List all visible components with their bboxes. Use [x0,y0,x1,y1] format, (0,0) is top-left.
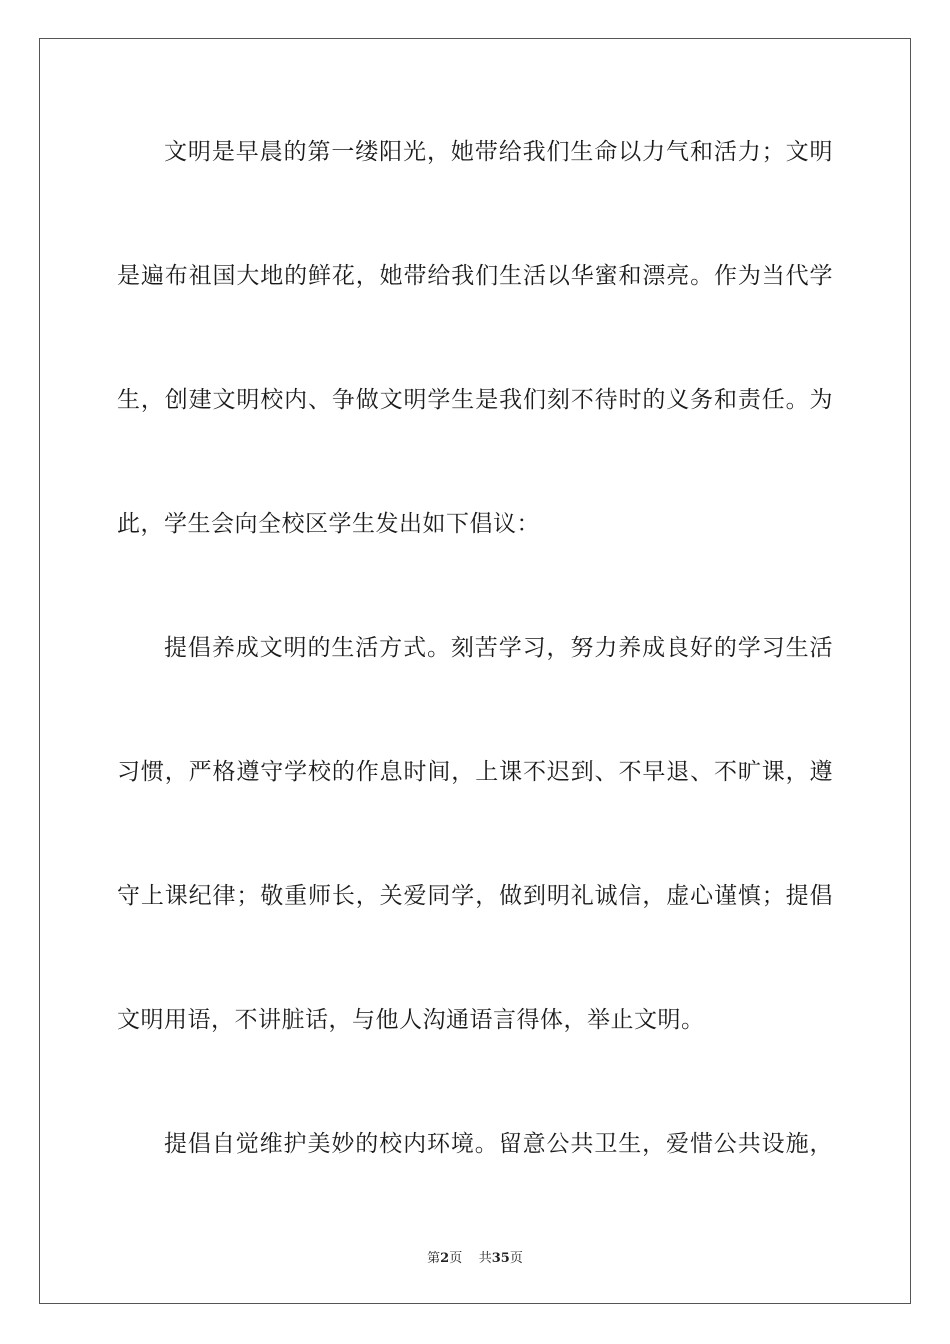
paragraph-line-5: 提倡养成文明的生活方式。刻苦学习，努力养成良好的学习生活 [164,635,833,661]
page-suffix: 页 [449,1251,463,1266]
total-prefix: 共 [478,1251,492,1266]
page-border [39,38,911,1304]
total-pages: 35 [491,1251,510,1266]
paragraph-line-3: 生，创建文明校内、争做文明学生是我们刻不待时的义务和责任。为 [117,387,833,413]
paragraph-line-8: 文明用语，不讲脏话，与他人沟通语言得体，举止文明。 [117,1007,705,1033]
paragraph-line-6: 习惯，严格遵守学校的作息时间，上课不迟到、不早退、不旷课，遵 [117,759,833,785]
paragraph-line-7: 守上课纪律；敬重师长，关爱同学，做到明礼诚信，虚心谨慎；提倡 [117,883,833,909]
page-prefix: 第 [427,1251,441,1266]
paragraph-line-4: 此，学生会向全校区学生发出如下倡议： [117,511,540,537]
total-suffix: 页 [509,1251,523,1266]
page-number: 2 [440,1251,450,1266]
paragraph-line-1: 文明是早晨的第一缕阳光，她带给我们生命以力气和活力；文明 [164,139,833,165]
paragraph-line-2: 是遍布祖国大地的鲜花，她带给我们生活以华蜜和漂亮。作为当代学 [117,263,833,289]
page-footer [0,1247,950,1266]
paragraph-line-9: 提倡自觉维护美妙的校内环境。留意公共卫生，爱惜公共设施， [164,1131,833,1157]
